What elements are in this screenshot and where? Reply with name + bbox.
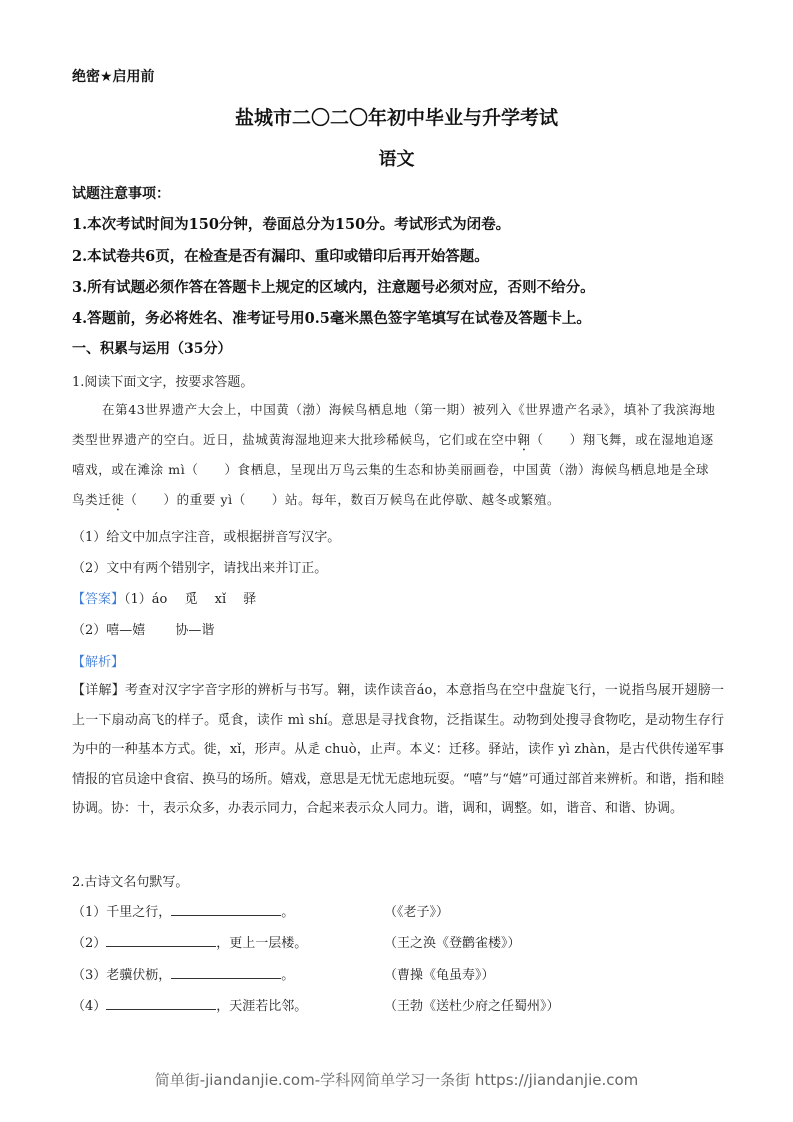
passage-text: ）站。每年，数百万候鸟在此停歇、越冬或繁殖。	[271, 492, 561, 507]
passage-text: 在第43世界遗产大会上，中国黄（渤）海候鸟栖息地（第一期）被列入《世界遗产名录》，填补了我滨海地类型世界遗产的空白。近日，盐城黄海湿地迎来大批珍稀候鸟，它们或在空中	[72, 402, 716, 447]
fill-blank	[106, 932, 216, 947]
detail-text: 考查对汉字字音字形的辨析与书写。翱，读作读音áo，本意指鸟在空中盘旋飞行，一说指鸟展开翅膀一上一下扇动高飞的样子。觅食，读作 mì shí。意思是寻找食物，泛指谋生。动物到处搜寻食物吃，是动物生存行为中的一种基本方式。徙，xǐ，形声。从辵 chuò，止声。本义：迁移。驿站，读作 yì zhàn，是古代供传递军事情报的官员途中食宿、换马的场所。嬉戏，意思是无忧无虑地玩耍。“嘻”与“嬉”可通过部首来辨析。和谐，指和睦协调。协：十，表示众多，办表示同力，合起来表示众人同力。谐，调和，调整。如，谐音、和谐、协调。	[72, 683, 724, 816]
poem-row-4	[72, 995, 632, 1015]
poem-text: ，更上一层楼。	[216, 936, 308, 951]
exam-title: 盐城市二〇二〇年初中毕业与升学考试	[234, 107, 558, 129]
section-heading: 一、积累与运用（35分）	[72, 341, 232, 357]
poem-text: 。	[281, 968, 295, 983]
dotted-char-ao: 翱	[517, 432, 531, 447]
confidential-label: 绝密★启用前	[72, 69, 155, 85]
question-2-prompt: 2.古诗文名句默写。	[72, 875, 189, 890]
sub-question-2: （2）文中有两个错别字，请找出来并订正。	[72, 561, 328, 576]
poem-row-1	[72, 901, 632, 921]
sub-question-1: （1）给文中加点字注音，或根据拼音写汉字。	[72, 530, 341, 545]
fill-blank	[171, 964, 281, 979]
poem-row-3	[72, 964, 632, 984]
row-number: （4）	[72, 999, 107, 1014]
paren-open: （	[124, 492, 138, 507]
passage-text: ）翔飞舞，或在湿地追逐嘻戏，或在滩涂 mì（	[72, 432, 714, 477]
notice-item-3: 3.所有试题必须作答在答题卡上规定的区域内，注意题号必须对应，否则不给分。	[72, 279, 595, 296]
row-number: （1）	[72, 905, 107, 920]
answer-line-2: （2）嘻—嬉 协—谐	[72, 623, 215, 638]
answer-1-text: （1）áo 觅 xǐ 驿	[124, 592, 257, 607]
answer-tag: 【答案】	[72, 592, 125, 607]
notice-item-1: 1.本次考试时间为150分钟，卷面总分为150分。考试形式为闭卷。	[72, 216, 511, 233]
subject-title: 语文	[378, 149, 415, 170]
answer-line-1	[72, 588, 256, 607]
notice-item-2: 2.本试卷共6页，在检查是否有漏印、重印或错印后再开始答题。	[72, 248, 489, 265]
passage-text: ）食栖息，呈现出万鸟云集的生态和协美丽画卷，中国黄（渤）海候鸟栖息地是全球鸟类迁	[72, 462, 710, 507]
notice-heading: 试题注意事项：	[72, 186, 170, 202]
poem-row-2	[72, 932, 632, 952]
poem-source: （王勃《送杜少府之任蜀州》）	[384, 999, 560, 1014]
passage-text: ）的重要 yì（	[163, 492, 246, 507]
poem-source: （王之涣《登鹳雀楼》）	[384, 936, 521, 951]
poem-source: （曹操《龟虽寿》）	[384, 968, 495, 983]
footer-watermark: 简单街-jiandanjie.com-学科网简单学习一条街 https://jiandanjie.com	[154, 1071, 639, 1089]
poem-text: 老骥伏枥，	[106, 968, 172, 983]
fill-blank	[106, 995, 216, 1010]
analysis-tag: 【解析】	[72, 655, 125, 670]
question-1-prompt: 1.阅读下面文字，按要求答题。	[72, 375, 254, 390]
detail-tag: 【详解】	[72, 683, 126, 698]
row-number: （2）	[72, 936, 107, 951]
notice-item-4: 4.答题前，务必将姓名、准考证号用0.5毫米黑色签字笔填写在试卷及答题卡上。	[72, 310, 591, 327]
row-number: （3）	[72, 968, 107, 983]
dotted-char-xi: 徙	[111, 492, 125, 507]
paren-open: （	[530, 432, 544, 447]
poem-text: 。	[281, 905, 295, 920]
detailed-explanation	[72, 676, 724, 824]
poem-text: ，天涯若比邻。	[216, 999, 308, 1014]
poem-text: 千里之行，	[106, 905, 172, 920]
question-1-passage	[72, 395, 722, 515]
fill-blank	[171, 901, 281, 916]
poem-source: （《老子》）	[384, 905, 450, 920]
